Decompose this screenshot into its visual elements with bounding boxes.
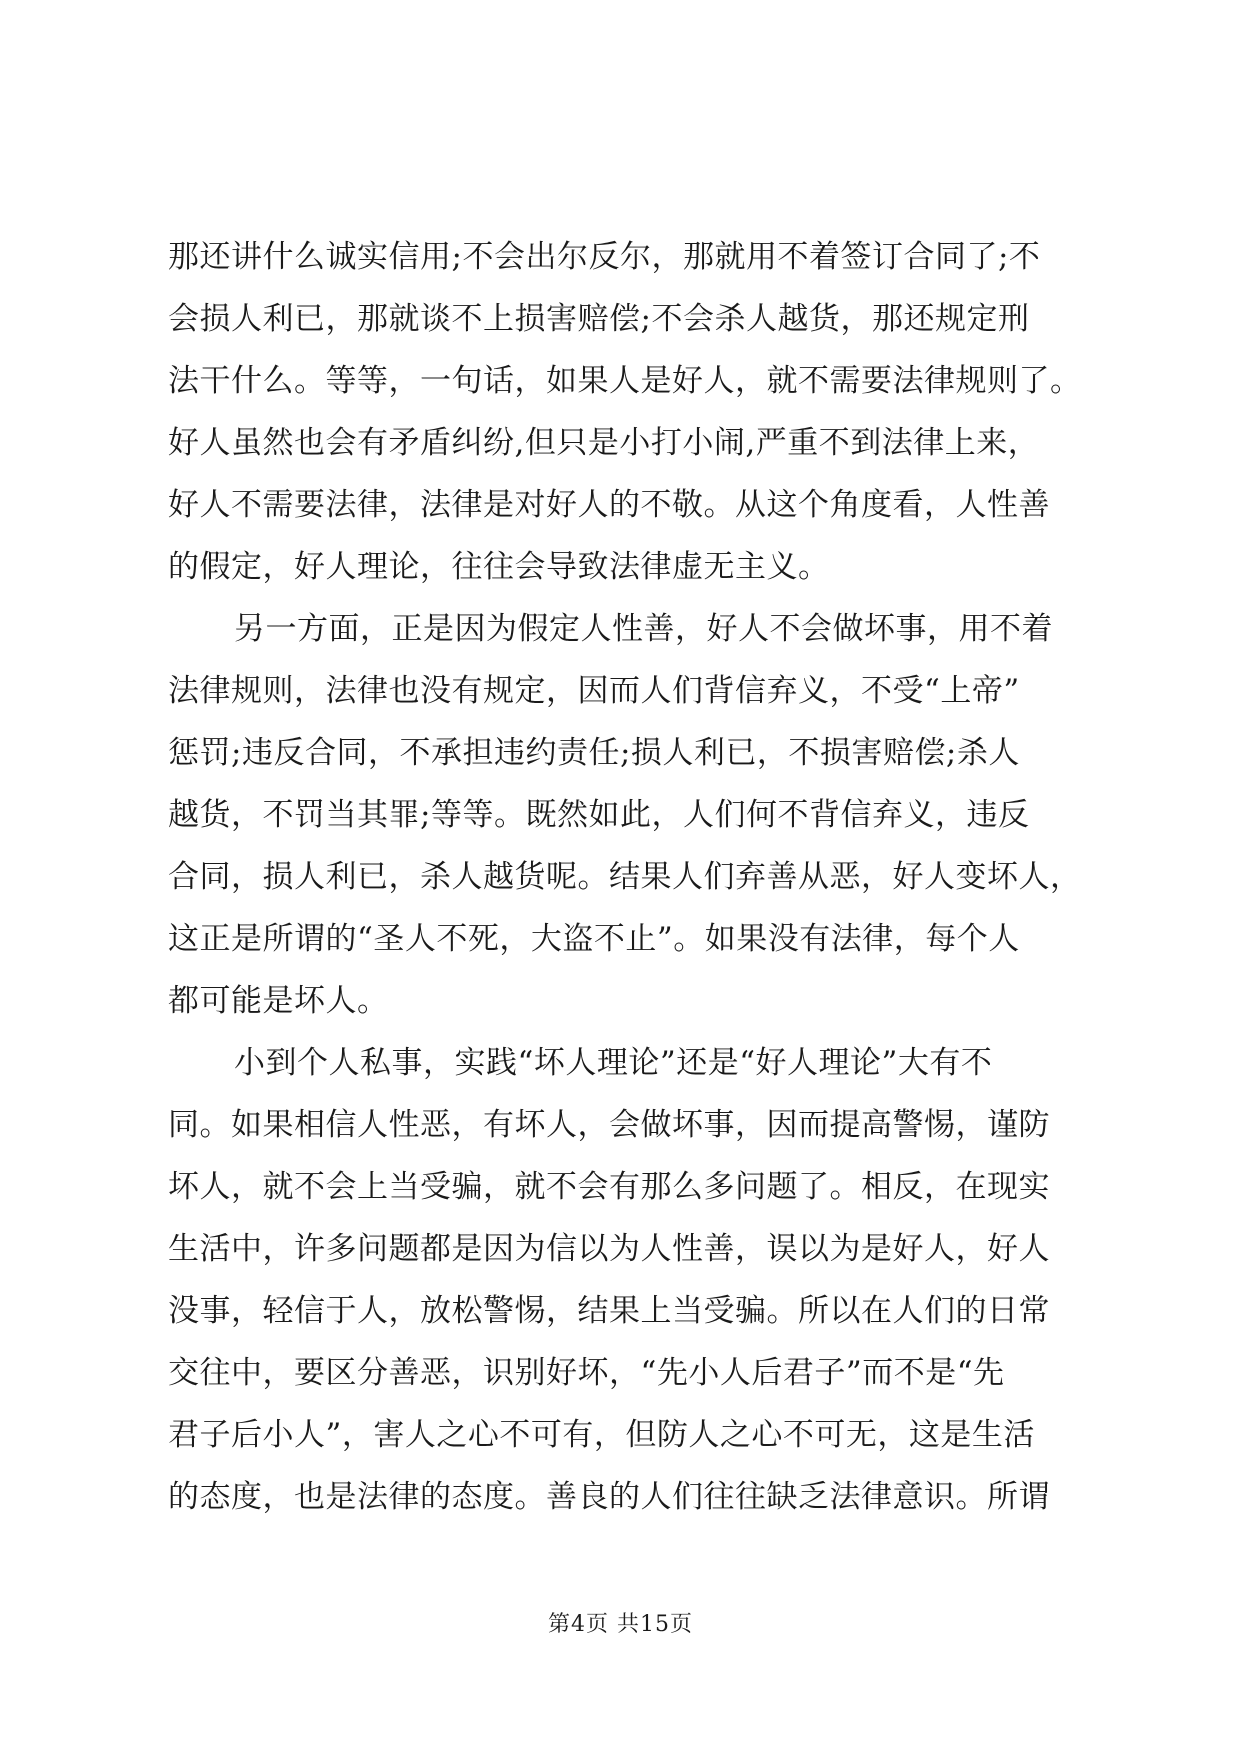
text-line: 越货，不罚当其罪;等等。既然如此，人们何不背信弃义，违反 — [168, 797, 1030, 833]
text-line: 坏人，就不会上当受骗，就不会有那么多问题了。相反，在现实 — [168, 1169, 1050, 1205]
text-line: 会损人利已，那就谈不上损害赔偿;不会杀人越货，那还规定刑 — [168, 301, 1030, 337]
text-line: 君子后小人”，害人之心不可有，但防人之心不可无，这是生活 — [168, 1417, 1035, 1453]
text-line: 都可能是坏人。 — [168, 983, 389, 1019]
text-line: 交往中，要区分善恶，识别好坏，“先小人后君子”而不是“先 — [168, 1355, 1005, 1391]
text-line: 小到个人私事，实践“坏人理论”还是“好人理论”大有不 — [234, 1045, 993, 1081]
text-line: 的态度，也是法律的态度。善良的人们往往缺乏法律意识。所谓 — [168, 1479, 1050, 1515]
page-footer: 第4页 共15页 — [548, 1612, 693, 1637]
text-line: 法干什么。等等，一句话，如果人是好人，就不需要法律规则了。 — [168, 363, 1082, 399]
text-line: 的假定，好人理论，往往会导致法律虚无主义。 — [168, 549, 830, 585]
text-line: 法律规则，法律也没有规定，因而人们背信弃义，不受“上帝” — [168, 673, 1020, 709]
text-line: 那还讲什么诚实信用;不会出尔反尔，那就用不着签订合同了;不 — [168, 239, 1041, 275]
text-line: 好人虽然也会有矛盾纠纷,但只是小打小闹,严重不到法律上来， — [168, 425, 1040, 461]
body-text — [168, 226, 1088, 1528]
text-line: 这正是所谓的“圣人不死，大盗不止”。如果没有法律，每个人 — [168, 921, 1020, 957]
text-line: 好人不需要法律，法律是对好人的不敬。从这个角度看，人性善 — [168, 487, 1050, 523]
text-line: 惩罚;违反合同，不承担违约责任;损人利已，不损害赔偿;杀人 — [168, 735, 1020, 771]
text-line: 生活中，许多问题都是因为信以为人性善，误以为是好人，好人 — [168, 1231, 1050, 1267]
text-line: 没事，轻信于人，放松警惕，结果上当受骗。所以在人们的日常 — [168, 1293, 1050, 1329]
text-line: 合同，损人利已，杀人越货呢。结果人们弃善从恶，好人变坏人， — [168, 859, 1082, 895]
text-line: 另一方面，正是因为假定人性善，好人不会做坏事，用不着 — [234, 611, 1053, 647]
text-line: 同。如果相信人性恶，有坏人，会做坏事，因而提高警惕，谨防 — [168, 1107, 1050, 1143]
